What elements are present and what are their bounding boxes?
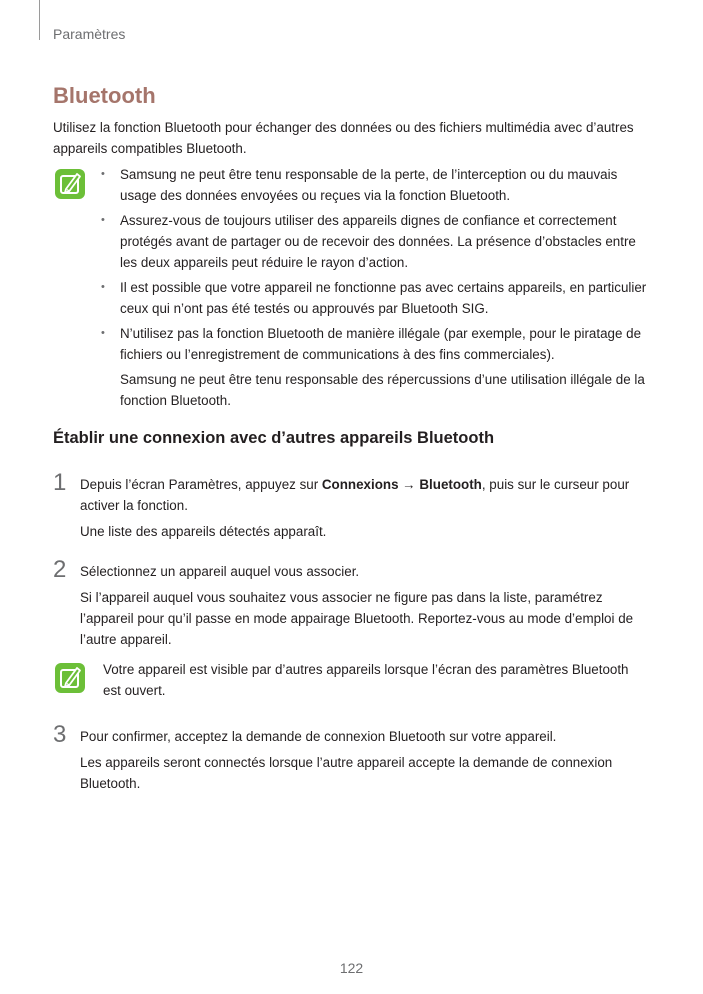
subheading: Établir une connexion avec d’autres appareils Bluetooth: [53, 429, 495, 447]
list-item: [100, 323, 650, 365]
bullet-extra-text: Samsung ne peut être tenu responsable des répercussions d’une utilisation illégale de la fonction Bluetooth.: [120, 372, 645, 408]
step-1-instruction: [80, 474, 652, 516]
bullet-text: Samsung ne peut être tenu responsable de la perte, de l’interception ou du mauvais usage des données envoyées ou reçues via la fonction Bluetooth.: [120, 167, 618, 203]
header-rule: [39, 0, 40, 40]
step-1-detail: Une liste des appareils détectés apparaît.: [80, 524, 327, 539]
step-1-text-end: , puis sur le curseur pour activer la fonction.: [80, 477, 630, 513]
bullet-text: Il est possible que votre appareil ne fonctionne pas avec certains appareils, en particulier ceux qui n’ont pas été testés ou approuvés par Bluetooth SIG.: [120, 280, 647, 316]
step-3-instruction: Pour confirmer, acceptez la demande de connexion Bluetooth sur votre appareil.: [80, 729, 557, 744]
bullet-dot-icon: •: [101, 214, 105, 226]
step-3: [80, 726, 652, 799]
page-number: 122: [339, 960, 364, 976]
step-2-instruction: Sélectionnez un appareil auquel vous associer.: [80, 564, 360, 579]
bullet-text: N’utilisez pas la fonction Bluetooth de manière illégale (par exemple, pour le piratage de fichiers ou l’enregistrement de communications à des fins commerciales).: [120, 326, 642, 362]
header-section-label: Paramètres: [53, 26, 126, 42]
step-1-text: Depuis l’écran Paramètres, appuyez sur: [80, 477, 322, 492]
note-pencil-icon: [55, 169, 85, 199]
step-number-3: 3: [53, 721, 67, 748]
arrow-right-icon: →: [398, 477, 420, 492]
page-title: Bluetooth: [53, 83, 156, 108]
step-number-2: 2: [53, 556, 67, 583]
step-number-1: 1: [53, 469, 67, 496]
step-3-detail: Les appareils seront connectés lorsque l’autre appareil accepte la demande de connexion Bluetooth.: [80, 755, 613, 791]
note-text: Votre appareil est visible par d’autres appareils lorsque l’écran des paramètres Bluetooth est ouvert.: [103, 662, 629, 698]
bullet-dot-icon: •: [101, 281, 105, 293]
step-1-menu-connexions: Connexions: [321, 477, 399, 492]
note-pencil-icon: [55, 663, 85, 693]
list-item: [100, 210, 650, 273]
bullet-dot-icon: •: [101, 327, 105, 339]
list-item: [100, 164, 650, 206]
note-bullet-list: [100, 164, 650, 411]
intro-paragraph: Utilisez la fonction Bluetooth pour échanger des données ou des fichiers multimédia avec d’autres appareils compatibles Bluetooth.: [53, 120, 634, 156]
bullet-dot-icon: •: [101, 168, 105, 180]
list-item: [100, 277, 650, 319]
step-1-menu-bluetooth: Bluetooth: [419, 477, 482, 492]
bullet-text: Assurez-vous de toujours utiliser des appareils dignes de confiance et correctement protégés avant de partager ou de recevoir des données. La présence d’obstacles entre les deux appareils peut réduire le rayon d’action.: [120, 213, 636, 270]
step-2-detail: Si l’appareil auquel vous souhaitez vous associer ne figure pas dans la liste, paramétrez l’appareil pour qu’il passe en mode appairage Bluetooth. Reportez-vous au mode d’emploi de l’autre appareil.: [80, 590, 634, 647]
step-1: [80, 474, 652, 547]
step-2: [80, 561, 652, 655]
